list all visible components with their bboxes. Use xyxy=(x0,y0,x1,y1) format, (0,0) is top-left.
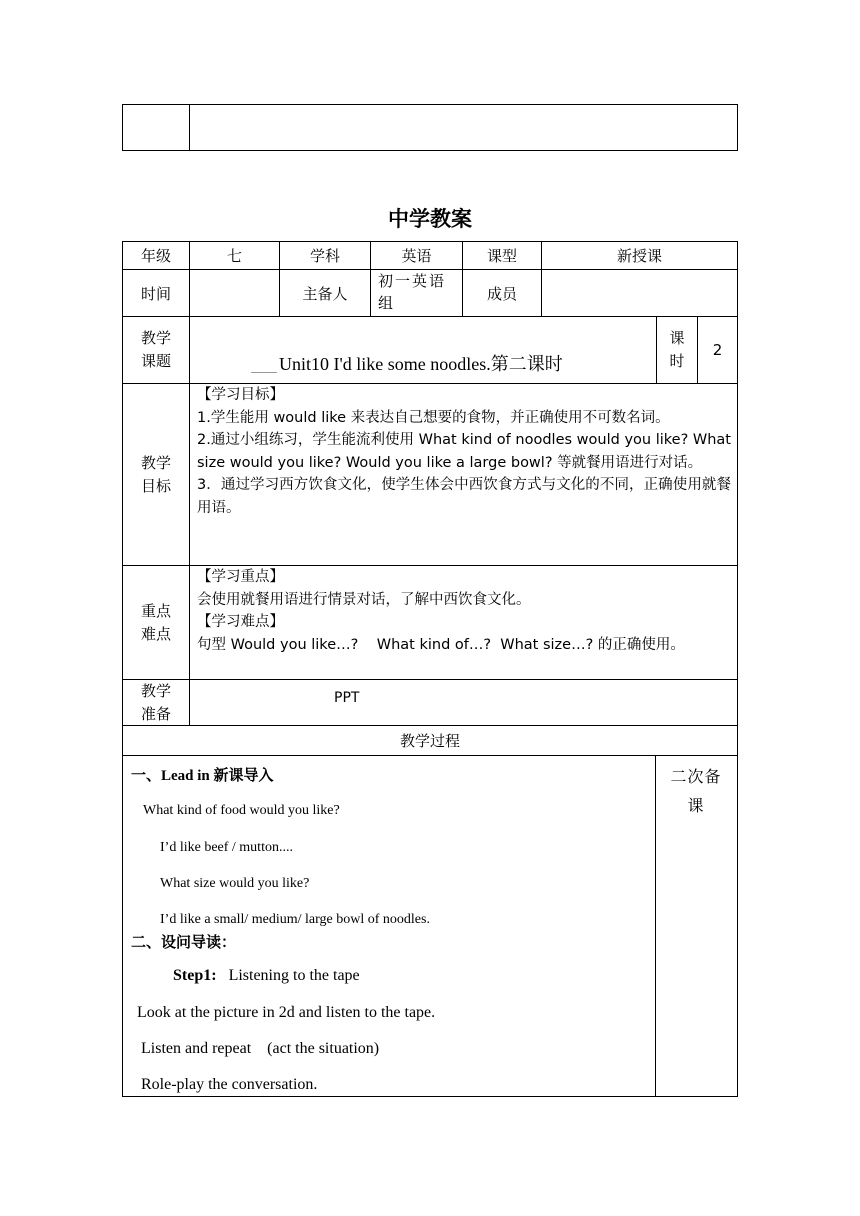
key-text: 会使用就餐用语进行情景对话，了解中西饮食文化。 xyxy=(197,591,531,608)
preparer-value: 初一英语组 xyxy=(378,272,447,312)
guide-line-2: Listen and repeat (act the situation) xyxy=(141,1040,380,1057)
lead-in-line-3: What size would you like? xyxy=(160,876,310,891)
objectives-label-cell xyxy=(123,384,189,565)
objectives-content xyxy=(197,384,731,565)
grade-label: 年级 xyxy=(140,247,171,265)
objective-item-1: 1.学生能用 would like 来表达自己想要的食物，并正确使用不可数名词。 xyxy=(197,409,670,426)
members-label: 成员 xyxy=(486,284,517,303)
key-points-label-cell xyxy=(123,566,189,679)
preparation-value: PPT xyxy=(334,690,360,706)
top-table-right-cell xyxy=(190,105,737,150)
preparer-label: 主备人 xyxy=(302,284,348,303)
second-prep-label: 二次备课 xyxy=(670,767,722,815)
step1-label: Step1: xyxy=(173,967,217,984)
objective-item-3: 3．通过学习西方饮食文化，使学生体会中西饮食方式与文化的不同，正确使用就餐用语。 xyxy=(197,477,731,516)
key-points-content xyxy=(197,566,731,679)
page-title: 中学教案 xyxy=(388,207,472,231)
process-title: 教学过程 xyxy=(399,732,460,750)
lead-in-line-2: I’d like beef / mutton.... xyxy=(160,840,293,855)
objectives-label: 教学目标 xyxy=(140,453,171,495)
time-value xyxy=(190,270,279,316)
period-label-cell xyxy=(657,317,697,383)
lesson-type-value: 新授课 xyxy=(616,247,662,265)
lead-in-line-4: I’d like a small/ medium/ large bowl of noodles. xyxy=(160,912,430,927)
subject-label: 学科 xyxy=(309,247,340,265)
section1-title xyxy=(131,764,274,786)
topic-label-cell xyxy=(123,317,189,383)
key-heading: 【学习重点】 xyxy=(197,569,284,585)
time-label: 时间 xyxy=(140,284,171,303)
lesson-type-label: 课型 xyxy=(486,247,517,265)
difficult-heading: 【学习难点】 xyxy=(197,614,284,631)
objective-item-2: 2.通过小组练习，学生能流利使用 What kind of noodles would you like? What size would you like? Would you like a large bowl? 等就餐用语进行对话。 xyxy=(197,432,731,471)
period-label: 课时 xyxy=(669,329,685,370)
preparation-label: 教学准备 xyxy=(140,681,171,723)
section1-title-text: 一、Lead in 新课导入 xyxy=(131,768,274,784)
topic-value: Unit10 I'd like some noodles.第二课时 xyxy=(279,354,563,374)
topic-label: 教学课题 xyxy=(140,329,171,370)
members-value xyxy=(542,270,737,316)
section2-title: 二、设问导读： xyxy=(131,933,237,951)
period-value: 2 xyxy=(712,341,723,359)
step1-row xyxy=(173,967,360,985)
preparation-label-cell xyxy=(123,680,189,725)
difficult-text: 句型 Would you like…? What kind of…? What size…? 的正确使用。 xyxy=(197,636,685,653)
guide-line-1: Look at the picture in 2d and listen to the tape. xyxy=(137,1004,436,1021)
grade-value: 七 xyxy=(226,247,242,265)
topic-underline xyxy=(251,372,277,373)
guide-line-3: Role-play the conversation. xyxy=(141,1076,318,1093)
lead-in-line-1: What kind of food would you like? xyxy=(143,803,340,818)
top-table-left-cell xyxy=(123,105,189,150)
step1-text: Listening to the tape xyxy=(228,967,360,984)
objectives-heading: 【学习目标】 xyxy=(197,387,284,403)
key-points-label: 重点难点 xyxy=(140,601,171,643)
subject-value: 英语 xyxy=(401,247,432,265)
